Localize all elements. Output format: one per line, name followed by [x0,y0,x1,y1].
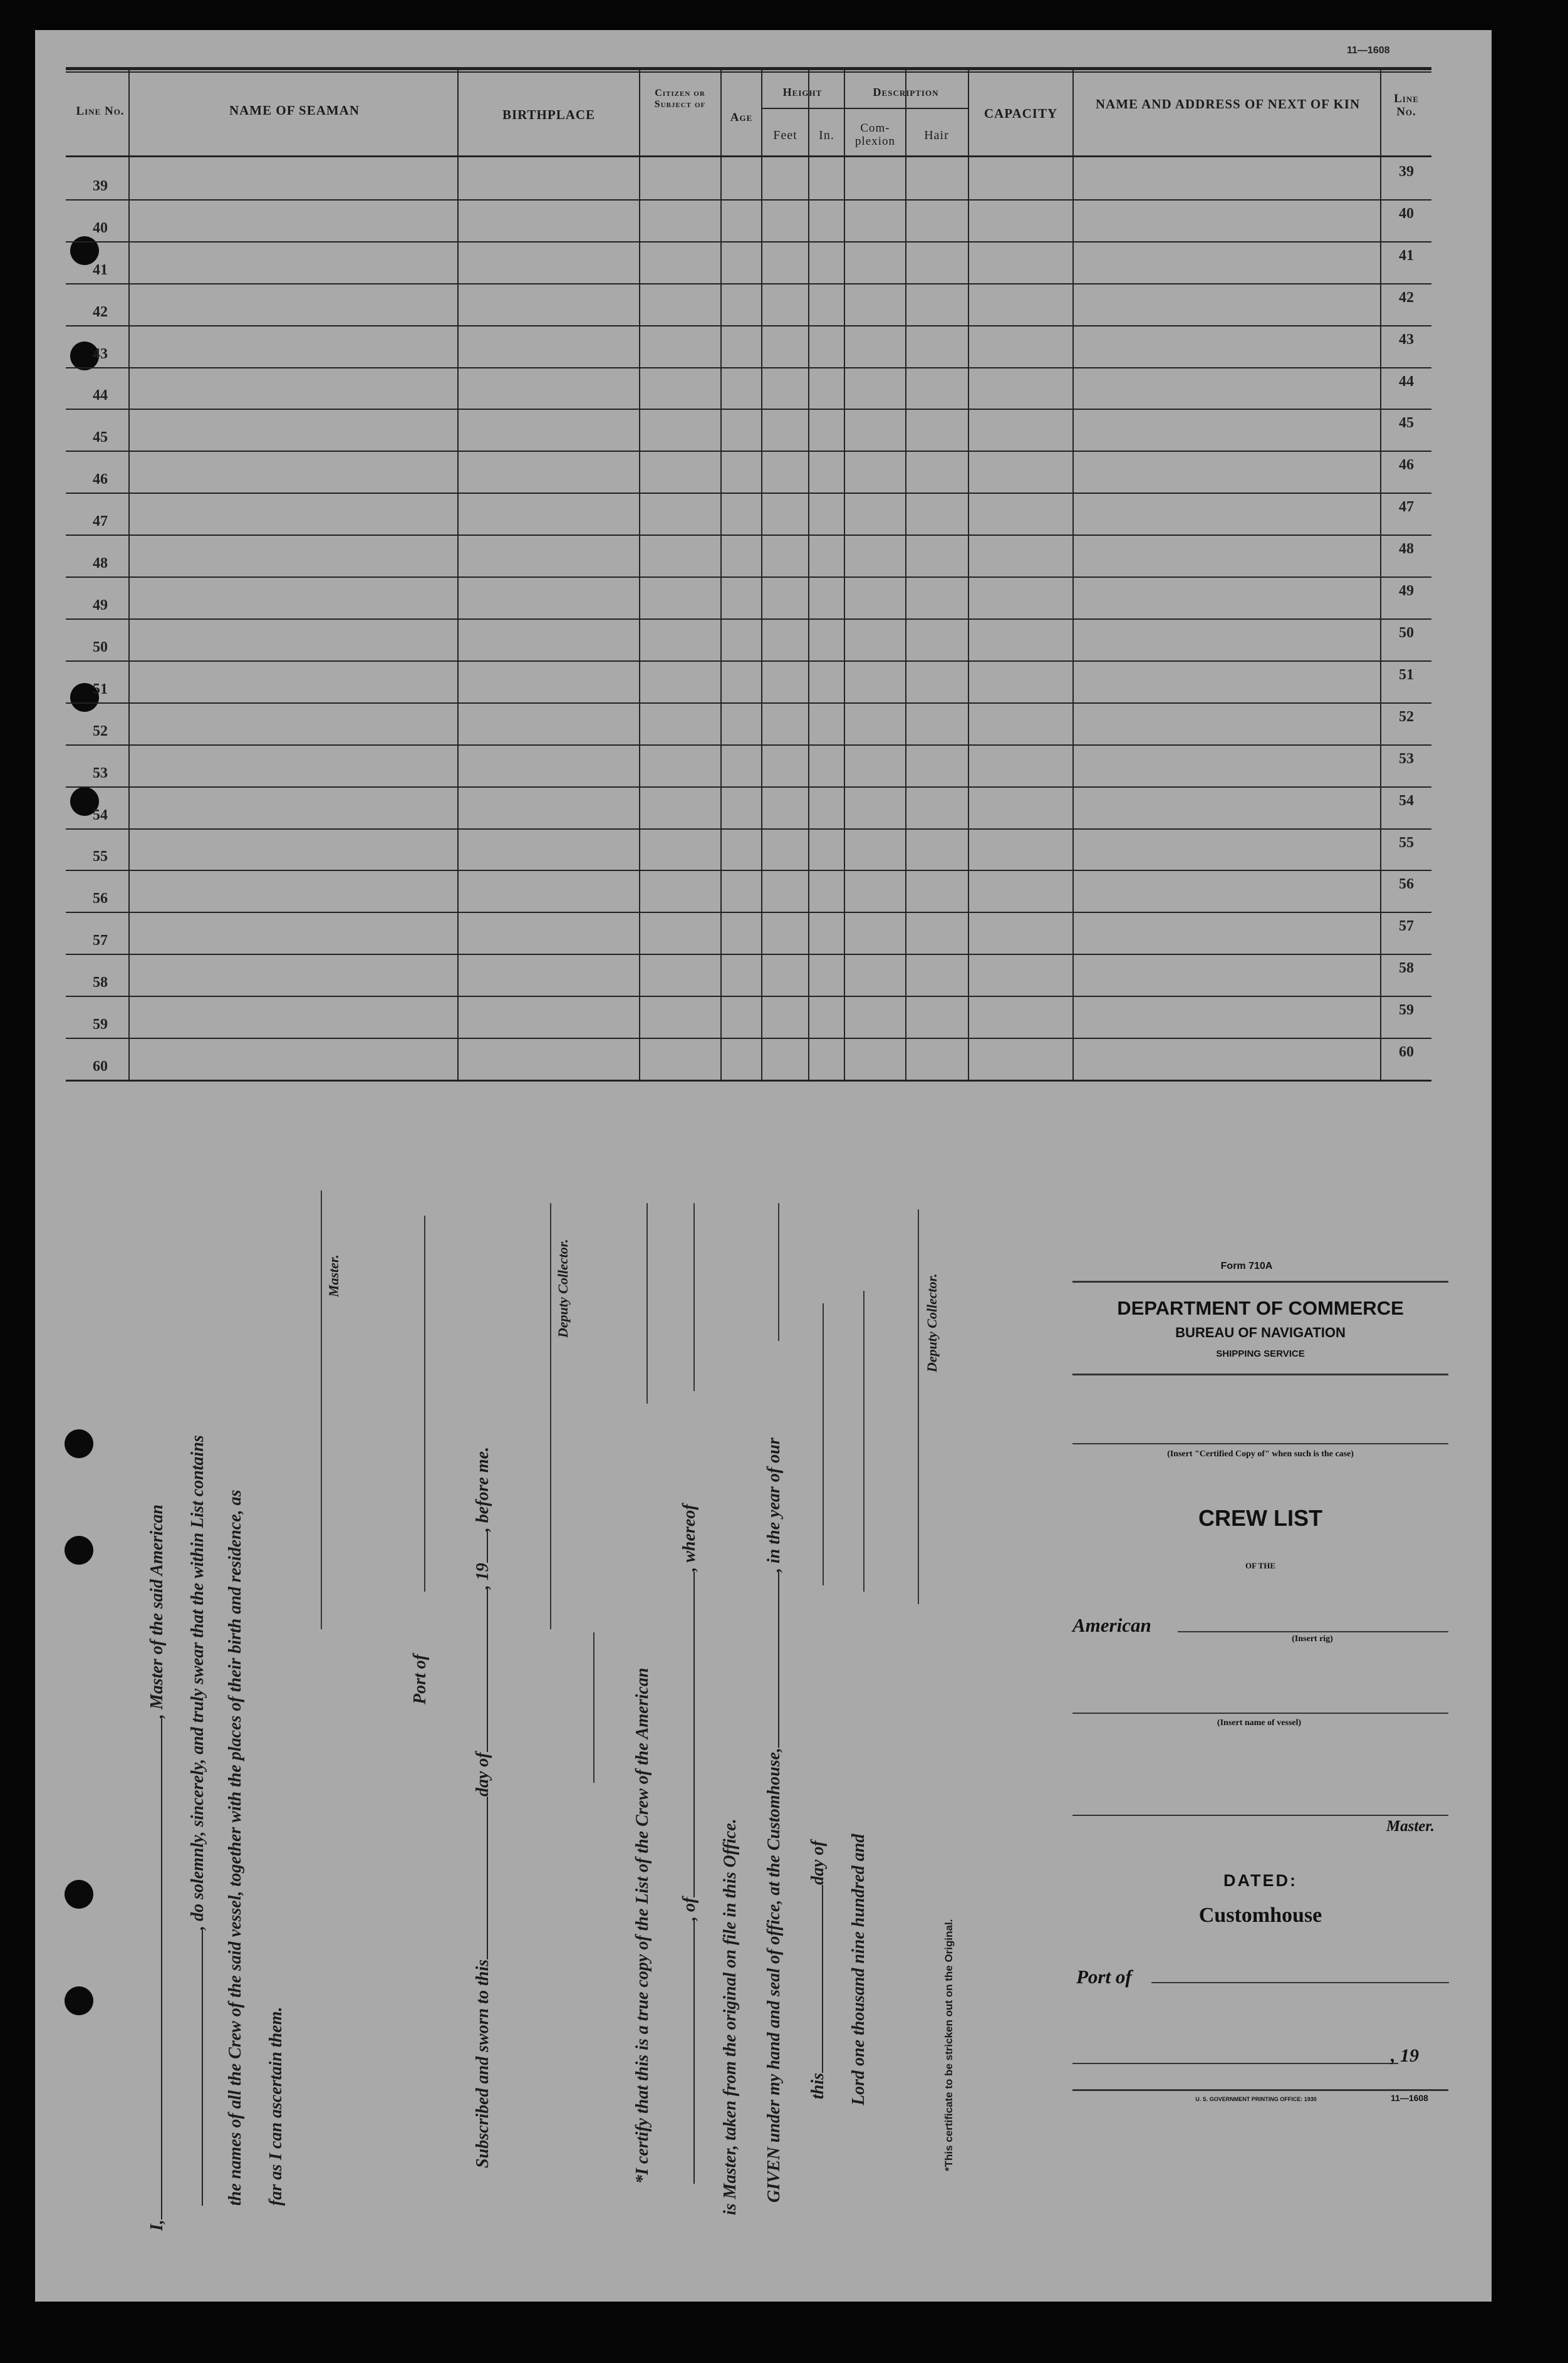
row-line-number-right: 50 [1399,625,1414,641]
header-line-no-right: Line No. [1394,92,1419,118]
cert-line6: Lord one thousand nine hundred and [849,1834,868,2105]
row-line-number-left: 58 [93,974,108,991]
oath-swear-text: , do solemnly, sincerely, and truly swear that the within List contains [188,1435,207,1930]
back-of-the: OF THE [1245,1561,1276,1570]
punch-hole [65,1880,93,1909]
back-insert-certified: (Insert "Certified Copy of" when such is the case) [1167,1449,1354,1459]
punch-hole [65,1986,93,2015]
back-master: Master. [1386,1818,1435,1835]
cert-deputy-collector: Deputy Collector. [924,1273,940,1372]
row-line-number-right: 59 [1399,1002,1414,1018]
header-feet: Feet [773,128,797,142]
back-department: DEPARTMENT OF COMMERCE [1117,1297,1404,1319]
row-line-number-left: 45 [93,429,108,446]
table-row-rule [66,870,1431,871]
row-line-number-left: 53 [93,765,108,781]
back-crew-list: CREW LIST [1198,1505,1322,1531]
row-line-number-right: 47 [1399,499,1414,515]
row-line-number-left: 56 [93,890,108,907]
oath-master-label: Master. [326,1255,341,1297]
oath-nineteen: , 19 [473,1563,492,1590]
row-line-number-right: 46 [1399,457,1414,473]
table-row-rule [66,241,1431,243]
row-line-number-left: 52 [93,723,108,739]
punch-hole [65,1536,93,1565]
header-description: Description [873,86,939,98]
row-line-number-left: 57 [93,932,108,949]
table-row-rule [66,367,1431,368]
back-insert-name: (Insert name of vessel) [1217,1718,1302,1728]
row-line-number-left: 46 [93,471,108,488]
header-height: Height [782,86,823,98]
punch-hole [65,1429,93,1458]
cert-year-of-our: , in the year of our [764,1437,784,1572]
row-line-number-right: 42 [1399,290,1414,306]
row-line-number-right: 53 [1399,751,1414,767]
oath-crew-text: the names of all the Crew of the said vessel, together with the places of their birth and residence, as [226,1489,245,2206]
header-name-of-seaman: NAME OF SEAMAN [229,103,360,118]
row-line-number-right: 54 [1399,793,1414,809]
header-birthplace: BIRTHPLACE [502,107,596,122]
header-age: Age [730,111,753,124]
row-line-number-left: 51 [93,681,108,697]
form-code: 11—1608 [1347,45,1390,56]
row-line-number-left: 54 [93,807,108,823]
header-citizen: Citizen or Subject of [654,88,706,110]
row-line-number-right: 56 [1399,876,1414,892]
table-row-rule [66,283,1431,284]
table-row-rule [66,409,1431,410]
row-line-number-right: 43 [1399,331,1414,348]
row-line-number-left: 43 [93,346,108,362]
back-port-of: Port of [1076,1966,1132,1988]
row-line-number-right: 49 [1399,583,1414,599]
row-line-number-left: 49 [93,597,108,613]
row-line-number-right: 55 [1399,835,1414,851]
oath-subscribed: Subscribed and sworn to this [473,1959,492,2168]
table-row-rule [66,325,1431,326]
back-service: SHIPPING SERVICE [1216,1348,1305,1359]
row-line-number-right: 57 [1399,918,1414,934]
table-row-rule [66,912,1431,913]
row-line-number-left: 55 [93,848,108,865]
row-line-number-left: 47 [93,513,108,529]
oath-day-of: day of [473,1752,492,1797]
oath-master-of: , Master of the said American [147,1504,167,1719]
oath-before-me: , before me. [473,1446,492,1532]
back-printing-office: U. S. GOVERNMENT PRINTING OFFICE: 1930 [1195,2096,1317,2102]
row-line-number-left: 48 [93,555,108,571]
row-line-number-right: 40 [1399,206,1414,222]
row-line-number-left: 42 [93,304,108,320]
back-dated: DATED: [1223,1871,1297,1890]
back-bureau: BUREAU OF NAVIGATION [1175,1325,1346,1340]
header-inches: In. [819,128,834,142]
row-line-number-right: 60 [1399,1044,1414,1060]
row-line-number-left: 44 [93,387,108,404]
table-row-rule [66,996,1431,997]
row-line-number-left: 59 [93,1016,108,1033]
cert-given: GIVEN under my hand and seal of office, at the Customhouse, [764,1747,784,2203]
table-row-rule [66,744,1431,746]
oath-port-of: Port of [410,1654,430,1704]
row-line-number-right: 44 [1399,373,1414,390]
table-row-rule [66,493,1431,494]
row-line-number-right: 58 [1399,960,1414,976]
oath-deputy-collector: Deputy Collector. [555,1239,571,1338]
row-line-number-left: 50 [93,639,108,655]
table-row-rule [66,1038,1431,1039]
header-complexion: Com- plexion [855,122,895,148]
row-line-number-left: 39 [93,178,108,194]
table-row-rule [66,828,1431,830]
cert-line1: *I certify that this is a true copy of the List of the Crew of the American [633,1667,652,2184]
row-line-number-right: 52 [1399,709,1414,725]
cert-this: this [808,2072,828,2099]
back-nineteen: , 19 [1391,2045,1419,2066]
header-capacity: CAPACITY [984,106,1058,121]
row-line-number-right: 51 [1399,667,1414,683]
back-customhouse: Customhouse [1198,1904,1322,1927]
row-line-number-right: 41 [1399,248,1414,264]
table-row-rule [66,199,1431,201]
table-row-rule [66,786,1431,788]
oath-i: I, [147,2220,167,2231]
cert-whereof: , whereof [680,1504,699,1572]
row-line-number-right: 48 [1399,541,1414,557]
cert-of: , of [680,1897,699,1921]
back-insert-rig: (Insert rig) [1292,1634,1333,1644]
back-form-code: 11—1608 [1391,2093,1428,2103]
row-line-number-left: 40 [93,220,108,236]
cert-day-of: day of [808,1840,828,1885]
row-line-number-right: 45 [1399,415,1414,431]
row-line-number-right: 39 [1399,164,1414,180]
back-form-number: Form 710A [1220,1261,1273,1271]
oath-ascertain-text: far as I can ascertain them. [266,2006,286,2206]
header-hair: Hair [924,128,949,142]
header-line-no: Line No. [76,105,125,118]
cert-line3: is Master, taken from the original on file in this Office. [720,1818,740,2215]
table-row-rule [66,702,1431,704]
table-row-rule [66,954,1431,955]
table-row-rule [66,451,1431,452]
table-row-rule [66,535,1431,536]
table-row-rule [66,660,1431,662]
cert-footnote: *This certificate to be stricken out on the Original. [943,1919,955,2171]
back-american: American [1072,1614,1151,1636]
row-line-number-left: 60 [93,1058,108,1075]
table-row-rule [66,576,1431,578]
row-line-number-left: 41 [93,262,108,278]
punch-hole [70,236,99,265]
crew-list-page [35,30,1492,2302]
table-row-rule [66,618,1431,620]
header-next-of-kin: NAME AND ADDRESS OF NEXT OF KIN [1095,97,1361,112]
